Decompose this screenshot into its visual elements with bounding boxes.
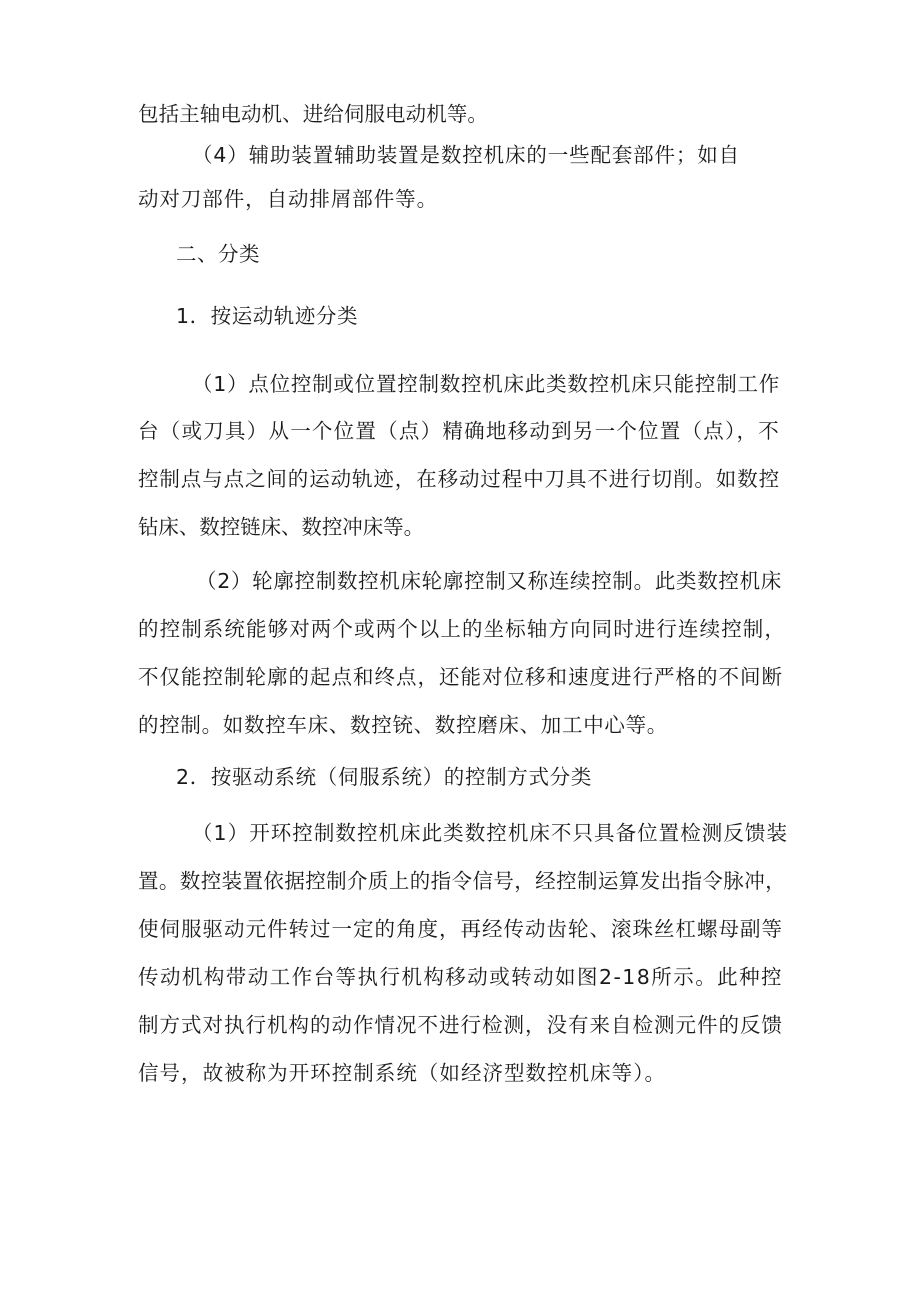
- subsection-heading: 1．按运动轨迹分类: [176, 304, 358, 328]
- text-line: 信号，故被称为开环控制系统（如经济型数控机床等）。: [138, 1061, 666, 1085]
- text-line: 置。数控装置依据控制介质上的指令信号，经控制运算发出指令脉冲，: [138, 869, 786, 893]
- text-line: （4）辅助装置辅助装置是数控机床的一些配套部件；如自: [192, 143, 740, 167]
- text-line: 动对刀部件，自动排屑部件等。: [138, 187, 438, 211]
- text-line: 使伺服驱动元件转过一定的角度，再经传动齿轮、滚珠丝杠螺母副等: [138, 917, 783, 941]
- section-heading: 二、分类: [176, 242, 260, 266]
- text-line: 不仅能控制轮廓的起点和终点，还能对位移和速度进行严格的不间断: [138, 665, 783, 689]
- text-line: （1）开环控制数控机床此类数控机床不只具备位置检测反馈装: [192, 821, 788, 845]
- text-line: （1）点位控制或位置控制数控机床此类数控机床只能控制工作: [192, 372, 780, 396]
- subsection-heading: 2．按驱动系统（伺服系统）的控制方式分类: [176, 765, 592, 789]
- text-line: 控制点与点之间的运动轨迹，在移动过程中刀具不进行切削。如数控: [138, 467, 780, 491]
- text-line: 的控制。如数控车床、数控铳、数控磨床、加工中心等。: [138, 713, 668, 737]
- text-line: 传动机构带动工作台等执行机构移动或转动如图2-18所示。此种控: [138, 965, 783, 989]
- text-line: （2）轮廓控制数控机床轮廓控制又称连续控制。此类数控机床: [196, 569, 782, 593]
- text-line: 台（或刀具）从一个位置（点）精确地移动到另一个位置（点），不: [138, 419, 780, 443]
- text-line: 包括主轴电动机、进给伺服电动机等。: [138, 102, 488, 126]
- text-line: 制方式对执行机构的动作情况不进行检测，没有来自检测元件的反馈: [138, 1013, 783, 1037]
- text-line: 的控制系统能够对两个或两个以上的坐标轴方向同时进行连续控制，: [138, 617, 786, 641]
- text-line: 钻床、数控链床、数控冲床等。: [138, 515, 424, 539]
